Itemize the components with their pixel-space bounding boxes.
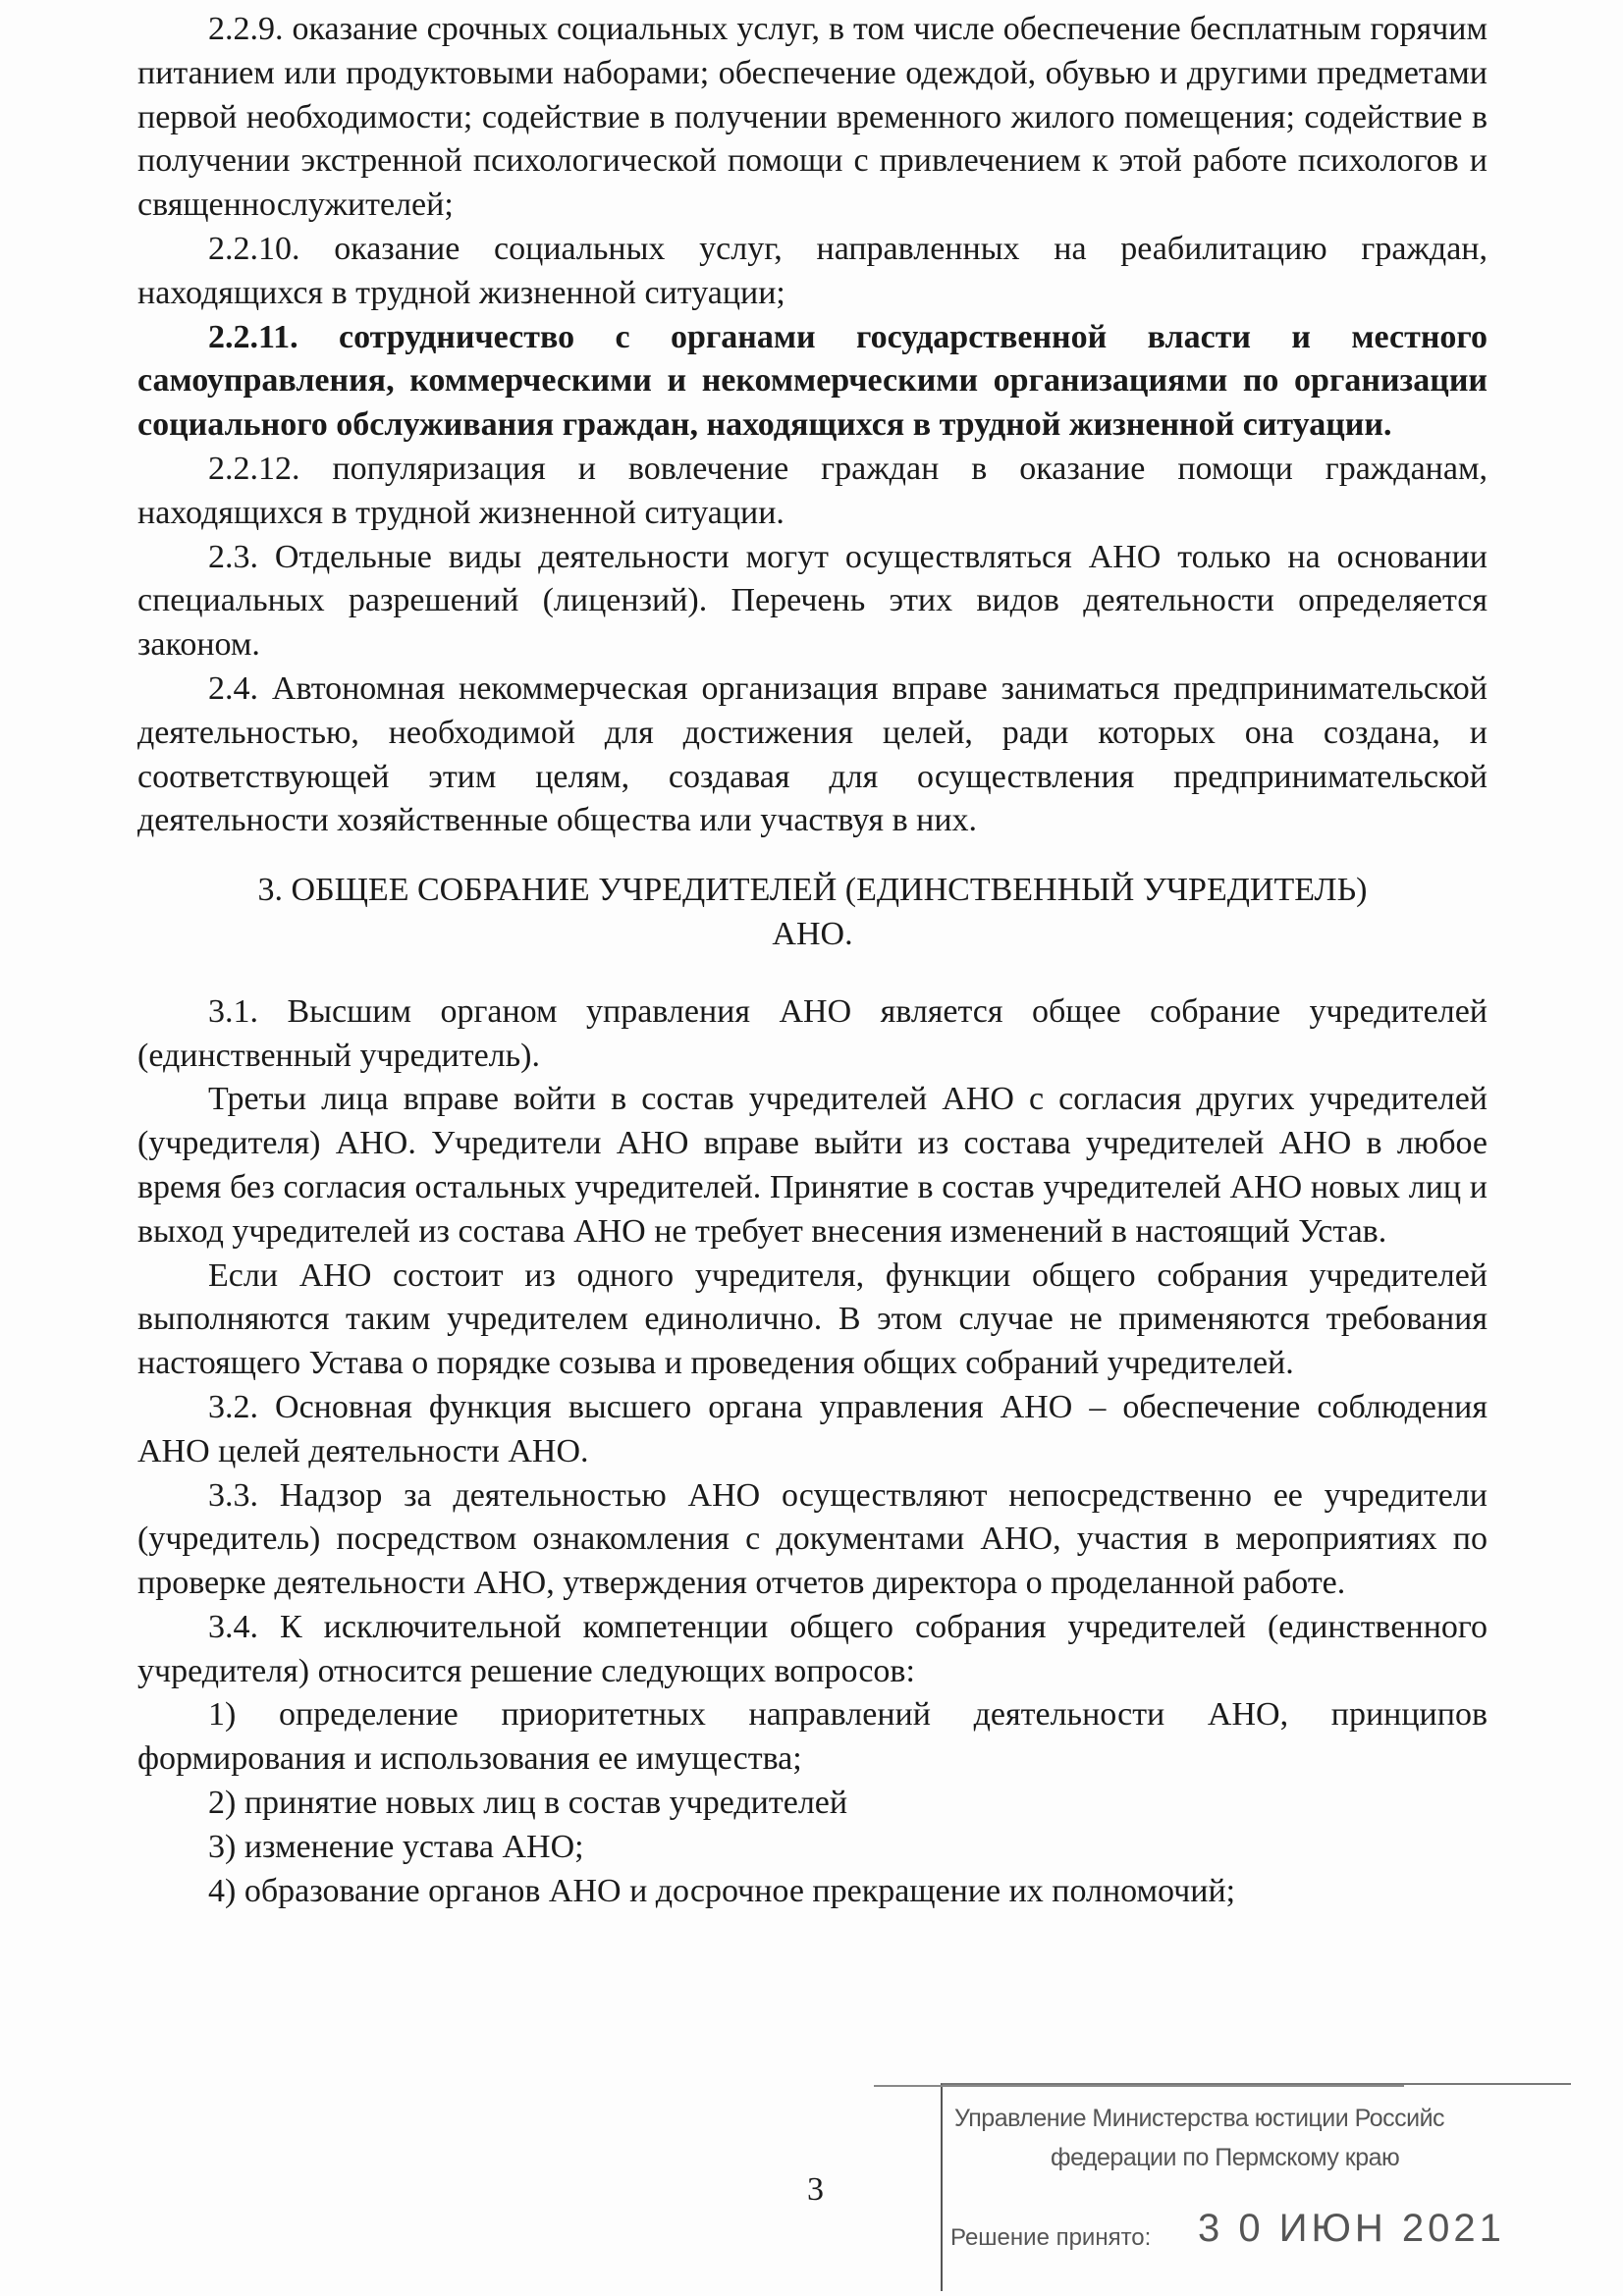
document-body xyxy=(137,8,1488,1913)
clause-3-1-single-founder: Если АНО состоит из одного учредителя, функции общего собрания учредителей выполняются таким учредителем единолично. В этом случае не применяются требования настоящего Устава о порядке созыва и проведения общих собраний учредителей. xyxy=(137,1256,1488,1382)
clause-2-3: 2.3. Отдельные виды деятельности могут осуществляться АНО только на основании специальных разрешений (лицензий). Перечень этих видов деятельности определяется законом. xyxy=(137,538,1488,664)
stamp-decision-label: Решение принято: xyxy=(950,2224,1152,2251)
clause-2-2-12: 2.2.12. популяризация и вовлечение граждан в оказание помощи гражданам, находящихся в трудной жизненной ситуации. xyxy=(137,450,1488,531)
clause-3-1: 3.1. Высшим органом управления АНО является общее собрание учредителей (единственный учредитель). xyxy=(137,992,1488,1074)
clause-3-4-item-4: 4) образование органов АНО и досрочное прекращение их полномочий; xyxy=(208,1872,1236,1909)
clause-2-2-11: 2.2.11. сотрудничество с органами государственной власти и местного самоуправления, коммерческими и некоммерческими организациями по организации социального обслуживания граждан, находящихся в трудной жизненной ситуации. xyxy=(137,318,1488,444)
clause-3-4-item-2: 2) принятие новых лиц в состав учредителей xyxy=(208,1785,848,1822)
stamp-decision-date: 3 0 ИЮН 2021 xyxy=(1198,2207,1505,2250)
clause-2-4: 2.4. Автономная некоммерческая организация вправе заниматься предпринимательской деятельностью, необходимой для достижения целей, ради которых она создана, и соответствующей этим целям, создавая для осуществления предпринимательской деятельности хозяйственные общества или участвуя в них. xyxy=(137,669,1488,839)
section-3-heading xyxy=(137,869,1488,957)
stamp-authority-line2: федерации по Пермскому краю xyxy=(1051,2144,1400,2171)
clause-3-3: 3.3. Надзор за деятельностью АНО осуществляют непосредственно ее учредители (учредитель) посредством ознакомления с документами АНО, участия в мероприятиях по проверке деятельности АНО, утверждения отчетов директора о проделанной работе. xyxy=(137,1476,1488,1602)
clause-3-1-founders: Третьи лица вправе войти в состав учредителей АНО с согласия других учредителей (учредителя) АНО. Учредители АНО вправе выйти из состава учредителей АНО в любое время без согласия остальных учредителей. Принятие в состав учредителей АНО новых лиц и выход учредителей из состава АНО не требует внесения изменений в настоящий Устав. xyxy=(137,1081,1488,1250)
stamp-authority-line1: Управление Министерства юстиции Российс xyxy=(954,2105,1445,2132)
section-3-heading-line2: АНО. xyxy=(772,915,853,952)
registration-stamp xyxy=(941,2083,1571,2291)
section-3-heading-line1: 3. ОБЩЕЕ СОБРАНИЕ УЧРЕДИТЕЛЕЙ (ЕДИНСТВЕННЫЙ УЧРЕДИТЕЛЬ) xyxy=(257,872,1368,909)
clause-2-2-10: 2.2.10. оказание социальных услуг, направленных на реабилитацию граждан, находящихся в трудной жизненной ситуации; xyxy=(137,230,1488,311)
clause-3-4-item-1: 1) определение приоритетных направлений деятельности АНО, принципов формирования и использования ее имущества; xyxy=(137,1696,1488,1778)
clause-3-2: 3.2. Основная функция высшего органа управления АНО – обеспечение соблюдения АНО целей деятельности АНО. xyxy=(137,1388,1488,1469)
scan-line xyxy=(874,2085,1404,2087)
clause-2-2-9: 2.2.9. оказание срочных социальных услуг, в том числе обеспечение бесплатным горячим питанием или продуктовыми наборами; обеспечение одеждой, обувью и другими предметами первой необходимости; содействие в получении временного жилого помещения; содействие в получении экстренной психологической помощи с привлечением к этой работе психологов и священнослужителей; xyxy=(137,11,1488,224)
clause-3-4-item-3: 3) изменение устава АНО; xyxy=(208,1828,584,1865)
page-number: 3 xyxy=(807,2171,824,2208)
clause-3-4: 3.4. К исключительной компетенции общего собрания учредителей (единственного учредителя) относится решение следующих вопросов: xyxy=(137,1608,1488,1689)
